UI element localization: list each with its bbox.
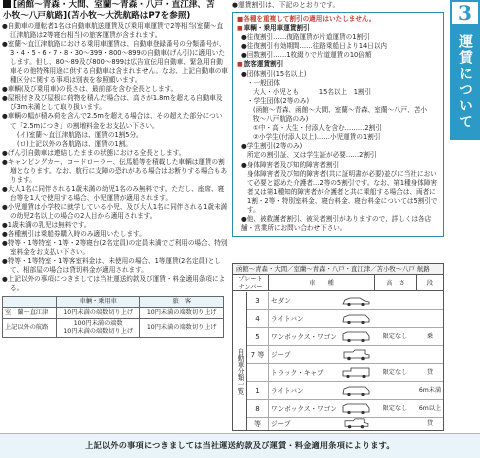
discount-item: 大人・小児とも 15名以上 1割引 [253, 87, 372, 96]
vehicle-kind: トラック・キャブ [271, 369, 324, 377]
discount-intro: ●運賃割引は、下記のとおりです。 [232, 1, 340, 9]
table-row [247, 418, 443, 430]
left-notes [2, 22, 228, 293]
table-header: プレート ナンバー [233, 275, 269, 291]
jeep-icon [341, 349, 371, 361]
table-cell: 100円未満の端数 10円未満の端数切り上げ [56, 319, 140, 338]
table-row [247, 292, 443, 310]
table-row [3, 319, 224, 338]
table-row [247, 400, 443, 418]
discount-item: ・学生団体(2等のみ) [247, 96, 310, 105]
note-item: ●キャンピングカー、コードローラー、伝馬船等を積載した車輌は運賃の割増となります。なお、航行に支障の恐れがある場合はお断りする場合もあります。 [2, 157, 228, 184]
height-limit: 限定なし [382, 405, 408, 412]
table-cell: 室 蘭〜直江津 [3, 308, 57, 319]
deck-level [417, 310, 443, 328]
deck-level: 6m以上 [418, 405, 442, 412]
plate-number: 4 [247, 310, 269, 328]
height-limit: 限定なし [382, 369, 408, 376]
discount-box-title: ■各種を重複して割引の適用はいたしません。 [237, 15, 376, 23]
passenger-discount-title: ■ 旅客運賃割引 [237, 60, 439, 69]
table-row [247, 328, 443, 346]
height-limit: 限定なし [382, 333, 408, 340]
note-item: ●車輌の幅が積み荷を含んで2.5mを超える場合は、その超えた部分について「2.5mにつき」の割増料金をお支払い下さい。 [2, 112, 223, 130]
footer-note [0, 433, 480, 458]
discount-item: ●往復割引有効期間……往路乗船日より14日以内 [241, 42, 388, 51]
rounding-table [2, 296, 224, 338]
table-row [247, 346, 443, 364]
table-header: 段 [426, 280, 434, 287]
discount-item: 所定の割引証、又は学生証が必要……2割引 [247, 151, 377, 160]
deck-level: 6m未満 [418, 387, 442, 394]
vehicle-kind: セダン [271, 297, 291, 305]
discount-item: 身体障害者及び知的障害者(共に証明書が必要)並びに当社において必要と認めた介護者…2等の5割引です。なお、第1種身体障害者又は第1種知的障害者が介護者と共に乗船する場合は、両者に1割・2等・特別室料金、寝台料金、寝台料金については5割引です。 [247, 169, 438, 214]
table-cell: 10円未満の端数切り上げ [140, 308, 224, 319]
height-limit [375, 292, 415, 310]
height-limit [375, 382, 415, 400]
vehicle-table-header [233, 275, 443, 291]
plate-number: 8 [247, 400, 269, 418]
van-icon [341, 385, 371, 397]
note-item: ●各種割引は乗船券購入時のみ適用いたします。 [2, 230, 146, 239]
note-item: ●特等・1等特室・1等客室料金は、未使用の場合、1等運賃(2名定員)として、相部屋の場合は貸切料金が適用されます。 [2, 257, 221, 275]
vehicle-class-table [232, 263, 444, 431]
left-section-title: [函館〜青森・大間、室蘭〜青森・八戸・直江津、苫 小牧〜八戸航路](苫小牧〜大洗航路はP7を参照) [3, 0, 215, 21]
vehicle-table-title: 函館〜青森・大間／室蘭〜青森・八戸・直江津／苫小牧〜八戸 航路 [233, 264, 443, 275]
discount-item: ・一般団体 [247, 78, 280, 87]
vehicle-kind: ワンボックス・ワゴン [271, 405, 337, 413]
plate-number: 7 等 [247, 346, 269, 364]
table-row [3, 308, 224, 319]
discount-item: ●回数割引……1枚綴りで片道運賃の10倍額 [241, 51, 372, 60]
footer-text: 上記以外の事項につきましては当社運送約款及び運賃・料金適用条項によります。 [85, 440, 395, 450]
discount-column [232, 0, 444, 258]
disabled-discount-title: ●身体障害者及び知的障害者割引 [241, 160, 340, 169]
student-discount-title: ●学生割引(2等のみ) [241, 142, 303, 151]
table-row [247, 382, 443, 400]
note-item: ●げん引自動車は連結したままの状態における全長とします。 [2, 148, 186, 157]
plate-number: 1 [247, 382, 269, 400]
discount-item: ①中・高・大生・付添人を含む………2割引 [253, 124, 382, 133]
vehicle-kind: ライトバン [271, 387, 304, 395]
table-header: 高 さ [375, 275, 417, 291]
plate-number [247, 364, 269, 382]
table-cell: 10円未満の端数切り上げ [140, 319, 224, 338]
van-icon [341, 313, 371, 325]
deck-level [417, 292, 443, 310]
note-item: ●屋根付き及び屋根に荷物を積んだ場合は、高さが1.8mを超える自動車及び3m未満として取り扱います。 [2, 94, 223, 112]
table-cell: 上記以外の航路 [3, 319, 57, 338]
left-column [2, 0, 228, 432]
table-header [3, 297, 57, 308]
deck-level [417, 346, 443, 364]
note-item: ●室蘭〜直江津航路における乗用車運賃は、自動車登録番号の分類番号が、3・4・5・6・7・8・30〜399・800〜899の自動車(げん引)に適用いたします。但し、80〜89及び800〜899は広告宣伝用自動車、緊急用自動車その他特殊用途に供する自動車は含まれません。なお、上記自動車の車種区分に関する事項は別表を参照願います。 [2, 40, 228, 85]
note-item: ●大人1名に同伴される1歳未満の幼児1名のみ無料です。ただし、座席、寝台等を1人で使用する場合、小児運賃が適用されます。 [2, 184, 225, 202]
note-item: ●1歳未満の乳児は無料です。 [2, 221, 91, 230]
plate-number: 3 [247, 292, 269, 310]
truck-icon [341, 367, 371, 379]
vehicle-kind: ライトバン [271, 315, 304, 323]
square-icon [3, 0, 11, 8]
table-header: 車輌・乗用車 [56, 297, 140, 308]
table-cell: 10円未満の端数切り上げ [56, 308, 140, 319]
height-limit [375, 346, 415, 364]
vehicle-kind: ジープ [271, 351, 291, 359]
deck-level: 乗 [426, 333, 434, 340]
plate-number: 等 [247, 418, 269, 430]
wagon-icon [341, 403, 371, 415]
table-header: 車 種 [269, 275, 375, 291]
vehicle-discount-title: ■ 車輌・乗用車運賃割引 [237, 24, 439, 33]
wagon-icon [341, 331, 371, 343]
discount-item: ②小学生(付添人以上)……小児運賃の1割引 [253, 133, 381, 142]
discount-item: (函館〜青森、函館〜大間、室蘭〜青森、室蘭〜八戸、苫小牧〜八戸航路のみ) [253, 105, 428, 124]
note-item: ●上記以外の事項につきましては当社運送約款及び運賃・料金適用条項による。 [2, 275, 226, 293]
group-discount-title: ●団体割引(15名以上) [241, 69, 307, 78]
discount-item: ●往復割引……復路運賃が片道運賃の1割引 [241, 33, 370, 42]
section-number: 3 [450, 0, 480, 26]
note-item: ●特等・1等特室・1等・2等寝台(2名定員)の定員未満でご利用の場合、特別室料金をお支払い下さい。 [2, 239, 228, 257]
vehicle-kind: ワンボックス・ワゴン [271, 333, 337, 341]
height-limit [375, 310, 415, 328]
discount-box [232, 12, 444, 237]
note-item: ●自動車の運転者1名は自動車航送運賃及び乗用車運賃で2等相当(室蘭〜直江津航路は2等寝台相当)の旅客運賃が含まれます。 [2, 22, 224, 40]
other-discount: ●他、被救護者割引、被災者割引がありますので、詳しくは各店舗・営業所にお問い合わせ下さい。 [241, 215, 432, 233]
note-sub-item: (イ)室蘭〜直江津航路は、運賃の1割5分。 [17, 130, 143, 139]
table-row [247, 310, 443, 328]
jeep-icon [341, 418, 371, 429]
note-sub-item: (ロ)上記以外の各航路は、運賃の1割。 [17, 139, 132, 148]
table-row [247, 364, 443, 382]
height-limit [375, 418, 415, 430]
table-header: 旅 客 [140, 297, 224, 308]
deck-level: 貸 [426, 369, 434, 376]
table-header-row [3, 297, 224, 308]
vehicle-kind: ジープ [271, 420, 291, 428]
section-tab-label: 運賃について [457, 34, 473, 130]
vehicle-table-side-label: 自動車分類一覧 [233, 292, 247, 430]
note-item: ●車輌(及び乗用車)の長さは、最前部を含む全長とします。 [2, 85, 178, 94]
deck-level: 貸 [426, 420, 434, 427]
note-item: ●小児運賃は小学校に就学している小児、及び大人1名に同伴される1歳未満の幼児2名以上の場合の2人目から適用されます。 [2, 202, 228, 220]
sedan-icon [341, 295, 371, 307]
plate-number: 5 [247, 328, 269, 346]
